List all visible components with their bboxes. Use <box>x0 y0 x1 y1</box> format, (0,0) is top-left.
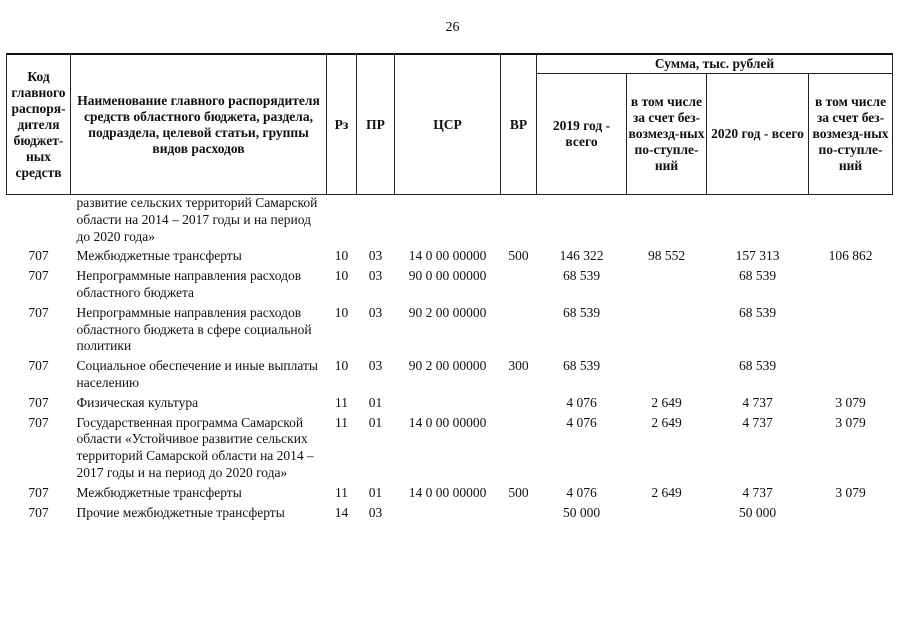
cell-2020-total: 4 737 <box>742 414 773 430</box>
cell-vr <box>501 395 537 412</box>
cell-2020-total: 68 539 <box>738 268 777 284</box>
header-2019-total: 2019 год - всего <box>537 74 627 195</box>
cell-2019-free <box>627 195 707 246</box>
cell-2019-total <box>537 195 627 246</box>
cell-csr <box>395 395 501 412</box>
cell-csr: 14 0 00 00000 <box>408 248 487 264</box>
header-rz: Рз <box>327 54 357 195</box>
header-pr: ПР <box>357 54 395 195</box>
cell-rz: 10 <box>334 304 349 320</box>
cell-2019-free <box>627 305 707 355</box>
cell-2019-free: 2 649 <box>651 394 682 410</box>
cell-2020-total: 4 737 <box>742 394 773 410</box>
cell-name: развитие сельских территорий Самарской области на 2014 – 2017 годы и на период до 2020 года» <box>76 195 318 244</box>
cell-code: 707 <box>28 248 49 264</box>
cell-2020-total: 68 539 <box>738 358 777 374</box>
cell-2019-total: 146 322 <box>559 248 604 264</box>
header-code: Код главного распоря-дителя бюджет-ных средств <box>7 54 71 195</box>
cell-2019-free: 2 649 <box>651 414 682 430</box>
cell-name: Непрограммные направления расходов областного бюджета <box>76 268 302 300</box>
cell-vr: 500 <box>508 484 529 500</box>
header-name: Наименование главного распорядителя средств областного бюджета, раздела, подраздела, целевой статьи, группы видов расходов <box>71 54 327 195</box>
table-body <box>7 195 893 522</box>
cell-2020-free: 106 862 <box>828 248 873 264</box>
cell-name: Социальное обеспечение и иные выплаты населению <box>76 358 318 390</box>
cell-code: 707 <box>28 414 49 430</box>
cell-rz: 14 <box>334 504 349 520</box>
cell-name: Физическая культура <box>76 394 199 410</box>
cell-pr: 03 <box>368 268 383 284</box>
cell-2019-total: 68 539 <box>562 268 601 284</box>
cell-2020-free <box>809 195 893 246</box>
cell-code: 707 <box>28 358 49 374</box>
table-row <box>7 358 893 392</box>
cell-pr: 03 <box>368 304 383 320</box>
cell-vr <box>501 305 537 355</box>
cell-code: 707 <box>28 304 49 320</box>
cell-vr <box>501 505 537 522</box>
cell-2019-free <box>627 268 707 302</box>
cell-2019-free <box>627 358 707 392</box>
cell-2019-total: 4 076 <box>566 414 597 430</box>
cell-2019-free: 2 649 <box>651 484 682 500</box>
cell-pr: 03 <box>368 248 383 264</box>
cell-csr: 90 2 00 00000 <box>408 304 487 320</box>
table-row <box>7 248 893 265</box>
cell-2019-total: 68 539 <box>562 304 601 320</box>
header-2020-total: 2020 год - всего <box>707 74 809 195</box>
cell-vr: 500 <box>508 248 529 264</box>
cell-2020-free <box>809 505 893 522</box>
cell-vr <box>501 415 537 482</box>
cell-pr <box>357 195 395 246</box>
cell-2019-total: 4 076 <box>566 394 597 410</box>
cell-code: 707 <box>28 504 49 520</box>
header-2019-free: в том числе за счет без-возмезд-ных по-ступле-ний <box>627 74 707 195</box>
header-sum: Сумма, тыс. рублей <box>537 54 893 74</box>
cell-2019-total: 68 539 <box>562 358 601 374</box>
cell-rz: 10 <box>334 358 349 374</box>
table-row <box>7 505 893 522</box>
table-row <box>7 268 893 302</box>
table-row <box>7 195 893 246</box>
header-vr: ВР <box>501 54 537 195</box>
cell-code <box>7 195 71 246</box>
header-csr: ЦСР <box>395 54 501 195</box>
cell-2019-total: 50 000 <box>562 504 601 520</box>
cell-csr: 14 0 00 00000 <box>408 484 487 500</box>
cell-2020-free <box>809 305 893 355</box>
cell-rz: 11 <box>335 394 348 410</box>
header-2020-free: в том числе за счет без-возмезд-ных по-ступле-ний <box>809 74 893 195</box>
cell-vr <box>501 195 537 246</box>
cell-code: 707 <box>28 484 49 500</box>
cell-2020-total: 68 539 <box>738 304 777 320</box>
cell-2019-free: 98 552 <box>647 248 686 264</box>
budget-table <box>6 53 893 521</box>
table-row <box>7 305 893 355</box>
cell-rz: 11 <box>335 414 348 430</box>
cell-pr: 01 <box>368 414 383 430</box>
cell-rz: 11 <box>335 484 348 500</box>
cell-name: Прочие межбюджетные трансферты <box>76 504 285 520</box>
cell-2020-total: 157 313 <box>735 248 780 264</box>
table-row <box>7 395 893 412</box>
table-header <box>7 54 893 195</box>
table-row <box>7 415 893 482</box>
cell-pr: 03 <box>368 358 383 374</box>
cell-vr <box>501 268 537 302</box>
cell-2020-free: 3 079 <box>835 414 866 430</box>
cell-2020-free <box>809 358 893 392</box>
cell-2019-total: 4 076 <box>566 484 597 500</box>
table-row <box>7 485 893 502</box>
cell-2020-free: 3 079 <box>835 394 866 410</box>
cell-2020-free <box>809 268 893 302</box>
cell-2020-total: 50 000 <box>738 504 777 520</box>
cell-rz: 10 <box>334 248 349 264</box>
cell-2020-total <box>707 195 809 246</box>
cell-2019-free <box>627 505 707 522</box>
cell-rz: 10 <box>334 268 349 284</box>
cell-pr: 01 <box>368 484 383 500</box>
page-number: 26 <box>445 20 460 35</box>
cell-2020-free: 3 079 <box>835 484 866 500</box>
cell-pr: 03 <box>368 504 383 520</box>
cell-csr: 90 0 00 00000 <box>408 268 487 284</box>
cell-csr <box>395 195 501 246</box>
cell-csr: 90 2 00 00000 <box>408 358 487 374</box>
cell-name: Межбюджетные трансферты <box>76 248 242 264</box>
cell-name: Государственная программа Самарской области «Устойчивое развитие сельских территорий Самарской области на 2014 – 2017 годы и на период до 2020 года» <box>76 414 314 480</box>
cell-csr <box>395 505 501 522</box>
cell-2020-total: 4 737 <box>742 484 773 500</box>
cell-name: Непрограммные направления расходов областного бюджета в сфере социальной политики <box>76 304 312 354</box>
cell-vr: 300 <box>508 358 529 374</box>
cell-code: 707 <box>28 268 49 284</box>
cell-name: Межбюджетные трансферты <box>76 484 242 500</box>
cell-csr: 14 0 00 00000 <box>408 414 487 430</box>
cell-code: 707 <box>28 394 49 410</box>
cell-rz <box>327 195 357 246</box>
cell-pr: 01 <box>368 394 383 410</box>
